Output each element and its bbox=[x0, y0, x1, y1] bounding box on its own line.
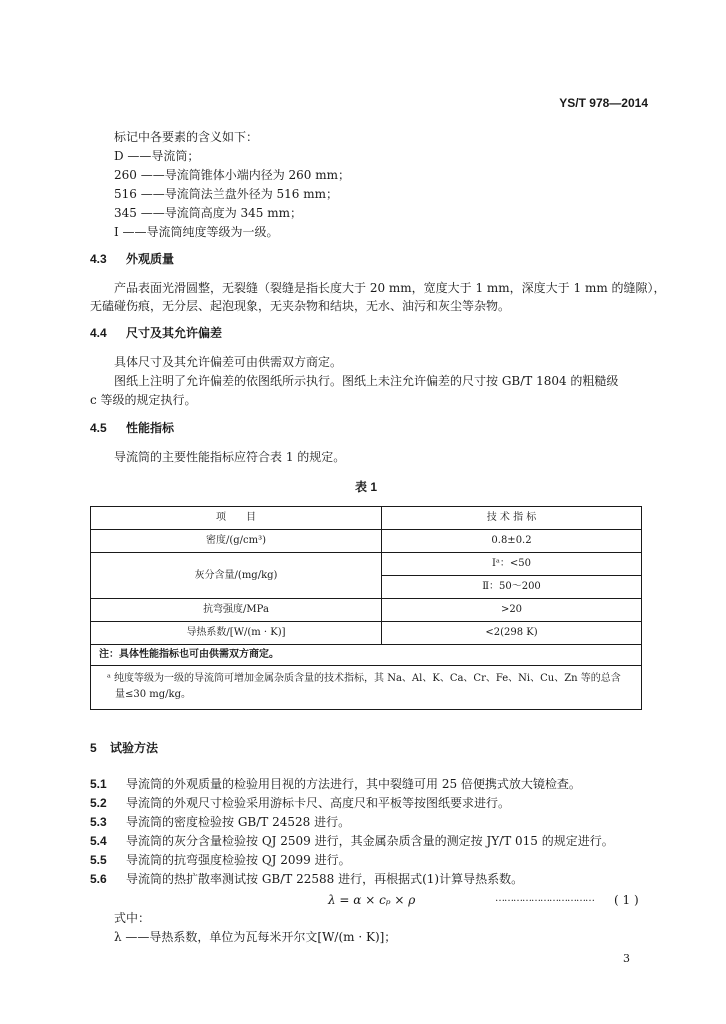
marking-item: D ——导流筒； bbox=[114, 149, 200, 163]
paragraph-line: 图纸上注明了允许偏差的依图纸所示执行。图纸上未注允许偏差的尺寸按 GB/T 1804 的粗糙级 bbox=[114, 374, 619, 388]
test-item bbox=[90, 834, 614, 848]
marking-intro: 标记中各要素的含义如下： bbox=[114, 130, 259, 144]
row-value: <2(298 K) bbox=[382, 622, 642, 645]
table-row bbox=[91, 530, 642, 553]
item-text: 导流筒的抗弯强度检验按 QJ 2099 进行。 bbox=[126, 853, 351, 867]
footnote-line: ᵃ 纯度等级为一级的导流筒可增加金属杂质含量的技术指标，其 Na、Al、K、Ca、Cr、Fe、Ni、Cu、Zn 等的总含 bbox=[107, 673, 621, 684]
marking-item: 516 ——导流筒法兰盘外径为 516 mm； bbox=[114, 187, 339, 201]
section-number: 5 bbox=[90, 741, 97, 755]
test-item bbox=[90, 853, 351, 867]
item-text: 导流筒的外观尺寸检验采用游标卡尺、高度尺和平板等按图纸要求进行。 bbox=[126, 796, 511, 810]
formula-leader: …………………………… bbox=[495, 893, 594, 904]
section-title: 性能指标 bbox=[126, 421, 175, 435]
row-value: 0.8±0.2 bbox=[382, 530, 642, 553]
table-row bbox=[91, 622, 642, 645]
table-title: 表 1 bbox=[354, 480, 377, 494]
row-label: 导热系数/[W/(m · K)] bbox=[91, 622, 382, 645]
row-value: >20 bbox=[382, 599, 642, 622]
item-number: 5.2 bbox=[90, 796, 107, 810]
item-number: 5.4 bbox=[90, 834, 107, 848]
section-title: 试验方法 bbox=[110, 741, 159, 755]
table-note-row bbox=[91, 645, 642, 666]
paragraph-line: 具体尺寸及其允许偏差可由供需双方商定。 bbox=[114, 355, 343, 369]
paragraph-line: 无磕碰伤痕，无分层、起泡现象，无夹杂物和结块，无水、油污和灰尘等杂物。 bbox=[90, 299, 511, 313]
paragraph-line: c 等级的规定执行。 bbox=[90, 393, 197, 407]
section-heading-4-4 bbox=[90, 326, 222, 340]
table-row bbox=[91, 553, 642, 576]
document-code: YS/T 978—2014 bbox=[559, 96, 648, 110]
section-number: 4.5 bbox=[90, 421, 107, 435]
test-item bbox=[90, 777, 581, 791]
section-title: 外观质量 bbox=[126, 252, 175, 266]
where-intro: 式中： bbox=[114, 911, 151, 925]
section-heading-4-3 bbox=[90, 252, 174, 266]
marking-item: 345 ——导流筒高度为 345 mm； bbox=[114, 206, 303, 220]
spec-table bbox=[90, 506, 642, 710]
test-item bbox=[90, 796, 510, 810]
row-label: 灰分含量/(mg/kg) bbox=[91, 553, 382, 599]
section-title: 尺寸及其允许偏差 bbox=[126, 326, 223, 340]
test-item bbox=[90, 872, 523, 886]
item-number: 5.5 bbox=[90, 853, 107, 867]
table-footnote-row bbox=[91, 666, 642, 710]
table-footnote bbox=[91, 666, 642, 710]
section-number: 4.4 bbox=[90, 326, 107, 340]
formula-number: ( 1 ) bbox=[614, 893, 639, 907]
item-number: 5.3 bbox=[90, 815, 107, 829]
table-note: 注：具体性能指标也可由供需双方商定。 bbox=[91, 645, 642, 666]
page-number: 3 bbox=[623, 952, 630, 965]
paragraph-line: 导流筒的主要性能指标应符合表 1 的规定。 bbox=[114, 450, 346, 464]
where-lambda: λ ——导热系数，单位为瓦每米开尔文[W/(m · K)]； bbox=[114, 930, 397, 944]
item-text: 导流筒的热扩散率测试按 GB/T 22588 进行，再根据式(1)计算导热系数。 bbox=[126, 872, 524, 886]
item-number: 5.1 bbox=[90, 777, 107, 791]
test-item bbox=[90, 815, 350, 829]
table-row bbox=[91, 599, 642, 622]
row-label: 密度/(g/cm³) bbox=[91, 530, 382, 553]
item-text: 导流筒的外观质量的检验用目视的方法进行，其中裂缝可用 25 倍便携式放大镜检查。 bbox=[126, 777, 581, 791]
marking-item: Ⅰ ——导流筒纯度等级为一级。 bbox=[114, 225, 279, 239]
formula-expression: λ = α × cₚ × ρ bbox=[328, 893, 416, 907]
item-number: 5.6 bbox=[90, 872, 107, 886]
paragraph-line: 产品表面光滑圆整，无裂缝（裂缝是指长度大于 20 mm，宽度大于 1 mm，深度大于 1 mm 的缝隙）， bbox=[114, 281, 666, 295]
item-text: 导流筒的密度检验按 GB/T 24528 进行。 bbox=[126, 815, 351, 829]
row-value: Ⅰᵃ：<50 bbox=[382, 553, 642, 576]
header-spec: 技 术 指 标 bbox=[382, 507, 642, 530]
table-header-row bbox=[91, 507, 642, 530]
section-heading-4-5 bbox=[90, 421, 174, 435]
row-value: Ⅱ：50～200 bbox=[382, 576, 642, 599]
item-text: 导流筒的灰分含量检验按 QJ 2509 进行，其金属杂质含量的测定按 JY/T 015 的规定进行。 bbox=[126, 834, 614, 848]
marking-item: 260 ——导流筒锥体小端内径为 260 mm； bbox=[114, 168, 351, 182]
section-number: 4.3 bbox=[90, 252, 107, 266]
row-label: 抗弯强度/MPa bbox=[91, 599, 382, 622]
header-item: 项 目 bbox=[91, 507, 382, 530]
section-heading-5 bbox=[90, 741, 158, 755]
footnote-line: 量≤30 mg/kg。 bbox=[115, 689, 191, 700]
